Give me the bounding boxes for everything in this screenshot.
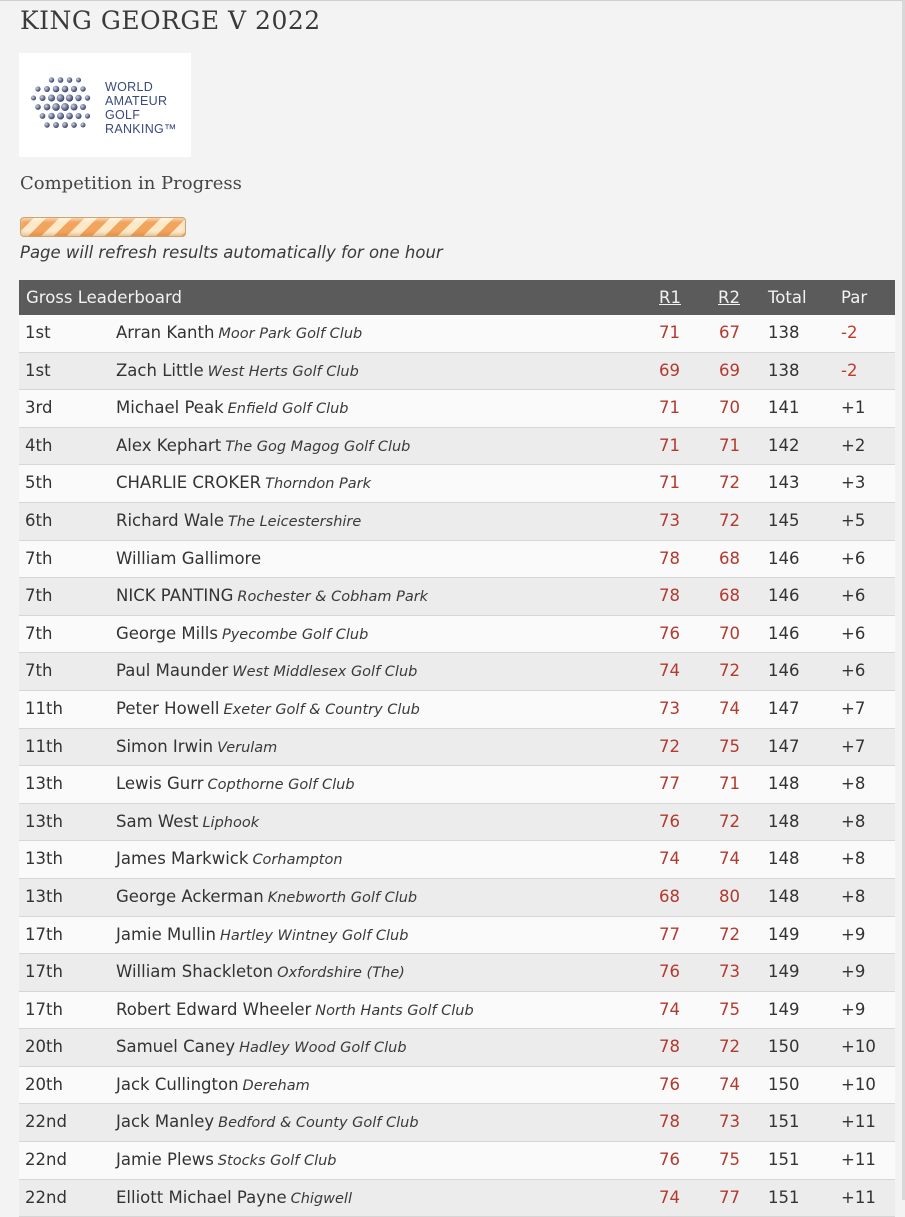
player-club: Pyecombe Golf Club (221, 626, 369, 643)
logo-line-3: GOLF (105, 108, 141, 122)
player (116, 962, 405, 981)
round-2-score: 75 (719, 999, 740, 1019)
leaderboard-row (19, 428, 895, 466)
total-score: 149 (768, 924, 800, 944)
player (116, 1000, 474, 1019)
par-score: -2 (841, 360, 858, 380)
leaderboard-row (19, 541, 895, 579)
round-1-score: 73 (659, 698, 680, 718)
round-2-score: 73 (719, 962, 740, 982)
round-1-score: 78 (659, 1112, 680, 1132)
round-1-score: 78 (659, 1037, 680, 1057)
position: 5th (25, 473, 53, 493)
total-score: 145 (768, 510, 800, 530)
logo-line-1: WORLD (105, 80, 154, 94)
player-club: Knebworth Golf Club (267, 889, 418, 906)
position: 7th (25, 623, 53, 643)
position: 13th (25, 811, 63, 831)
player (116, 812, 259, 831)
player (116, 1037, 407, 1056)
player-club: Moor Park Golf Club (218, 326, 363, 342)
par-score: +11 (841, 1150, 876, 1170)
logo-text (105, 80, 177, 136)
player-name: William Shackleton (116, 962, 274, 982)
par-score: +8 (841, 886, 866, 906)
par-score: +8 (841, 849, 866, 869)
round-1-score: 71 (659, 435, 680, 455)
total-score: 151 (768, 1187, 800, 1207)
round-2-score: 70 (719, 398, 740, 418)
round-1-score: 76 (659, 623, 680, 643)
player-name: William Gallimore (116, 548, 262, 568)
player-club: Oxfordshire (The) (277, 965, 405, 982)
round-1-score: 76 (659, 1074, 680, 1094)
leaderboard-row (19, 729, 895, 767)
total-score: 146 (768, 623, 800, 643)
par-score: +11 (841, 1112, 876, 1132)
leaderboard-row (19, 804, 895, 842)
round-2-score: 68 (719, 548, 740, 568)
top-divider (0, 0, 905, 1)
round-2-score: 72 (719, 924, 740, 944)
total-score: 150 (768, 1037, 800, 1057)
position: 20th (25, 1037, 63, 1057)
total-score: 142 (768, 435, 800, 455)
round-1-score: 74 (659, 999, 680, 1019)
player-club: Hadley Wood Golf Club (239, 1040, 407, 1057)
par-score: +8 (841, 774, 866, 794)
total-score: 149 (768, 962, 800, 982)
leaderboard-row (19, 616, 895, 654)
round-1-score: 73 (659, 510, 680, 530)
round-2-score: 71 (719, 435, 740, 455)
player (116, 1188, 352, 1207)
player-club: Liphook (202, 814, 260, 831)
position: 7th (25, 548, 53, 568)
position: 22nd (25, 1112, 67, 1132)
position: 11th (25, 736, 63, 756)
round-2-score: 75 (719, 736, 740, 756)
position: 3rd (25, 398, 53, 418)
round-1-score: 72 (659, 736, 680, 756)
position: 1st (25, 323, 51, 342)
round-1-score: 74 (659, 849, 680, 869)
total-score: 138 (768, 323, 800, 342)
round-2-score: 72 (719, 661, 740, 681)
player-club: Exeter Golf & Country Club (223, 701, 420, 718)
player (116, 1075, 310, 1094)
player-name: Paul Maunder (116, 661, 229, 681)
leaderboard-row (19, 917, 895, 955)
player (116, 1112, 419, 1131)
sort-r2-link[interactable]: R2 (718, 288, 740, 307)
player-name: Jack Manley (116, 1112, 215, 1132)
leaderboard-row (19, 353, 895, 391)
logo-line-2: AMATEUR (105, 94, 168, 108)
leaderboard-title: Gross Leaderboard (26, 288, 182, 307)
player-club: Corhampton (252, 852, 343, 869)
position: 6th (25, 510, 53, 530)
round-1-score: 77 (659, 774, 680, 794)
player-name: George Mills (116, 623, 218, 643)
round-1-score: 71 (659, 473, 680, 493)
total-score: 143 (768, 473, 800, 493)
player (116, 549, 265, 568)
round-1-score: 78 (659, 548, 680, 568)
par-score: +9 (841, 962, 866, 982)
position: 17th (25, 999, 63, 1019)
par-score: +9 (841, 924, 866, 944)
player-club: Rochester & Cobham Park (237, 589, 429, 606)
total-score: 148 (768, 849, 800, 869)
round-2-score: 69 (719, 360, 740, 380)
player-name: Alex Kephart (116, 435, 222, 455)
leaderboard-row (19, 1180, 895, 1217)
leaderboard-row (19, 1142, 895, 1180)
par-score: +2 (841, 435, 866, 455)
player-name: Michael Peak (116, 398, 224, 418)
player-club: Verulam (217, 739, 278, 756)
waagr-logo (19, 53, 191, 157)
player-club: Hartley Wintney Golf Club (219, 927, 409, 944)
position: 4th (25, 435, 53, 455)
player-name: Richard Wale (116, 510, 225, 530)
player-name: Zach Little (116, 360, 204, 380)
round-2-score: 80 (719, 886, 740, 906)
leaderboard-row (19, 691, 895, 729)
round-1-score: 78 (659, 586, 680, 606)
total-score: 151 (768, 1150, 800, 1170)
player-name: Peter Howell (116, 698, 220, 718)
position: 7th (25, 586, 53, 606)
total-score: 146 (768, 586, 800, 606)
position: 17th (25, 962, 63, 982)
player-name: Jack Cullington (116, 1074, 239, 1094)
par-column-header: Par (841, 288, 868, 307)
round-2-score: 71 (719, 774, 740, 794)
total-score: 146 (768, 661, 800, 681)
leaderboard-row (19, 653, 895, 691)
round-2-score: 77 (719, 1187, 740, 1207)
round-2-score: 72 (719, 510, 740, 530)
round-1-score: 74 (659, 1187, 680, 1207)
player-name: Lewis Gurr (116, 774, 204, 794)
gross-leaderboard (19, 280, 895, 1217)
par-score: +5 (841, 510, 866, 530)
round-1-score: 74 (659, 661, 680, 681)
player (116, 774, 355, 793)
player-name: Robert Edward Wheeler (116, 999, 312, 1019)
round-1-score: 71 (659, 323, 680, 342)
par-score: +3 (841, 473, 866, 493)
total-score: 148 (768, 811, 800, 831)
round-1-score: 76 (659, 962, 680, 982)
leaderboard-row (19, 503, 895, 541)
round-2-score: 75 (719, 1150, 740, 1170)
leaderboard-row (19, 1104, 895, 1142)
total-score: 138 (768, 360, 800, 380)
progress-bar (20, 217, 186, 237)
total-score: 150 (768, 1074, 800, 1094)
total-score: 141 (768, 398, 800, 418)
par-score: +6 (841, 586, 866, 606)
leaderboard-row (19, 954, 895, 992)
leaderboard-row (19, 578, 895, 616)
player (116, 849, 343, 868)
par-score: -2 (841, 323, 858, 342)
total-score: 148 (768, 886, 800, 906)
total-score: 149 (768, 999, 800, 1019)
player (116, 737, 277, 756)
round-2-score: 67 (719, 323, 740, 342)
position: 11th (25, 698, 63, 718)
par-score: +10 (841, 1037, 876, 1057)
player (116, 661, 417, 680)
leaderboard-row (19, 841, 895, 879)
player-name: Jamie Plews (116, 1150, 214, 1170)
player-club: Stocks Golf Club (217, 1153, 337, 1170)
player-club: North Hants Golf Club (315, 1002, 474, 1019)
player (116, 323, 362, 342)
player-club: The Gog Magog Golf Club (225, 438, 411, 455)
player (116, 1150, 337, 1169)
player-name: George Ackerman (116, 886, 264, 906)
position: 20th (25, 1074, 63, 1094)
par-score: +10 (841, 1074, 876, 1094)
total-score: 147 (768, 698, 800, 718)
leaderboard-row (19, 315, 895, 353)
position: 7th (25, 661, 53, 681)
player-name: Jamie Mullin (116, 924, 216, 944)
player (116, 586, 428, 605)
round-2-score: 74 (719, 698, 740, 718)
player-club: Bedford & County Golf Club (218, 1115, 419, 1132)
player (116, 925, 408, 944)
player-club: Thorndon Park (265, 476, 372, 493)
player-club: The Leicestershire (228, 513, 362, 530)
position: 13th (25, 774, 63, 794)
round-2-score: 72 (719, 473, 740, 493)
competition-status: Competition in Progress (20, 173, 242, 194)
leaderboard-row (19, 1067, 895, 1105)
par-score: +6 (841, 623, 866, 643)
page-title: KING GEORGE V 2022 (20, 6, 321, 35)
player (116, 699, 420, 718)
leaderboard-row (19, 992, 895, 1030)
leaderboard-header (19, 280, 895, 315)
round-2-score: 70 (719, 623, 740, 643)
round-2-score: 72 (719, 1037, 740, 1057)
refresh-note: Page will refresh results automatically for one hour (20, 243, 443, 262)
player-name: Simon Irwin (116, 736, 214, 756)
player (116, 361, 359, 380)
position: 13th (25, 849, 63, 869)
total-score: 151 (768, 1112, 800, 1132)
par-score: +6 (841, 661, 866, 681)
player (116, 511, 361, 530)
par-score: +1 (841, 398, 866, 418)
leaderboard-row (19, 465, 895, 503)
player-club: Chigwell (290, 1190, 352, 1207)
round-2-score: 74 (719, 1074, 740, 1094)
round-1-score: 68 (659, 886, 680, 906)
round-2-score: 74 (719, 849, 740, 869)
round-2-score: 68 (719, 586, 740, 606)
player (116, 624, 368, 643)
player-club: West Herts Golf Club (207, 363, 359, 380)
leaderboard-row (19, 879, 895, 917)
par-score: +8 (841, 811, 866, 831)
par-score: +9 (841, 999, 866, 1019)
player-name: Samuel Caney (116, 1037, 236, 1057)
player-name: Sam West (116, 811, 199, 831)
player-name: CHARLIE CROKER (116, 473, 262, 493)
round-1-score: 77 (659, 924, 680, 944)
player-club: West Middlesex Golf Club (232, 664, 418, 681)
player-club: Copthorne Golf Club (207, 777, 355, 794)
position: 22nd (25, 1150, 67, 1170)
total-score: 146 (768, 548, 800, 568)
leaderboard-row (19, 390, 895, 428)
round-1-score: 69 (659, 360, 680, 380)
par-score: +6 (841, 548, 866, 568)
player (116, 473, 371, 492)
position: 17th (25, 924, 63, 944)
player (116, 887, 417, 906)
position: 1st (25, 360, 51, 380)
player-name: Arran Kanth (116, 323, 215, 342)
round-2-score: 73 (719, 1112, 740, 1132)
position: 13th (25, 886, 63, 906)
round-2-score: 72 (719, 811, 740, 831)
leaderboard-row (19, 1029, 895, 1067)
par-score: +7 (841, 698, 866, 718)
total-column-header: Total (768, 288, 807, 307)
player-name: NICK PANTING (116, 586, 234, 606)
leaderboard-rows (19, 315, 895, 1217)
round-1-score: 71 (659, 398, 680, 418)
player-club: Dereham (242, 1077, 310, 1094)
leaderboard-row (19, 766, 895, 804)
position: 22nd (25, 1187, 67, 1207)
round-1-score: 76 (659, 811, 680, 831)
golf-ball-icon (25, 69, 103, 139)
total-score: 148 (768, 774, 800, 794)
par-score: +11 (841, 1187, 876, 1207)
par-score: +7 (841, 736, 866, 756)
player-name: Elliott Michael Payne (116, 1187, 287, 1207)
round-1-score: 76 (659, 1150, 680, 1170)
player-name: James Markwick (116, 849, 249, 869)
total-score: 147 (768, 736, 800, 756)
sort-r1-link[interactable]: R1 (659, 288, 681, 307)
player (116, 436, 410, 455)
logo-line-4: RANKING™ (105, 122, 177, 136)
player (116, 398, 349, 417)
player-club: Enfield Golf Club (227, 401, 349, 418)
